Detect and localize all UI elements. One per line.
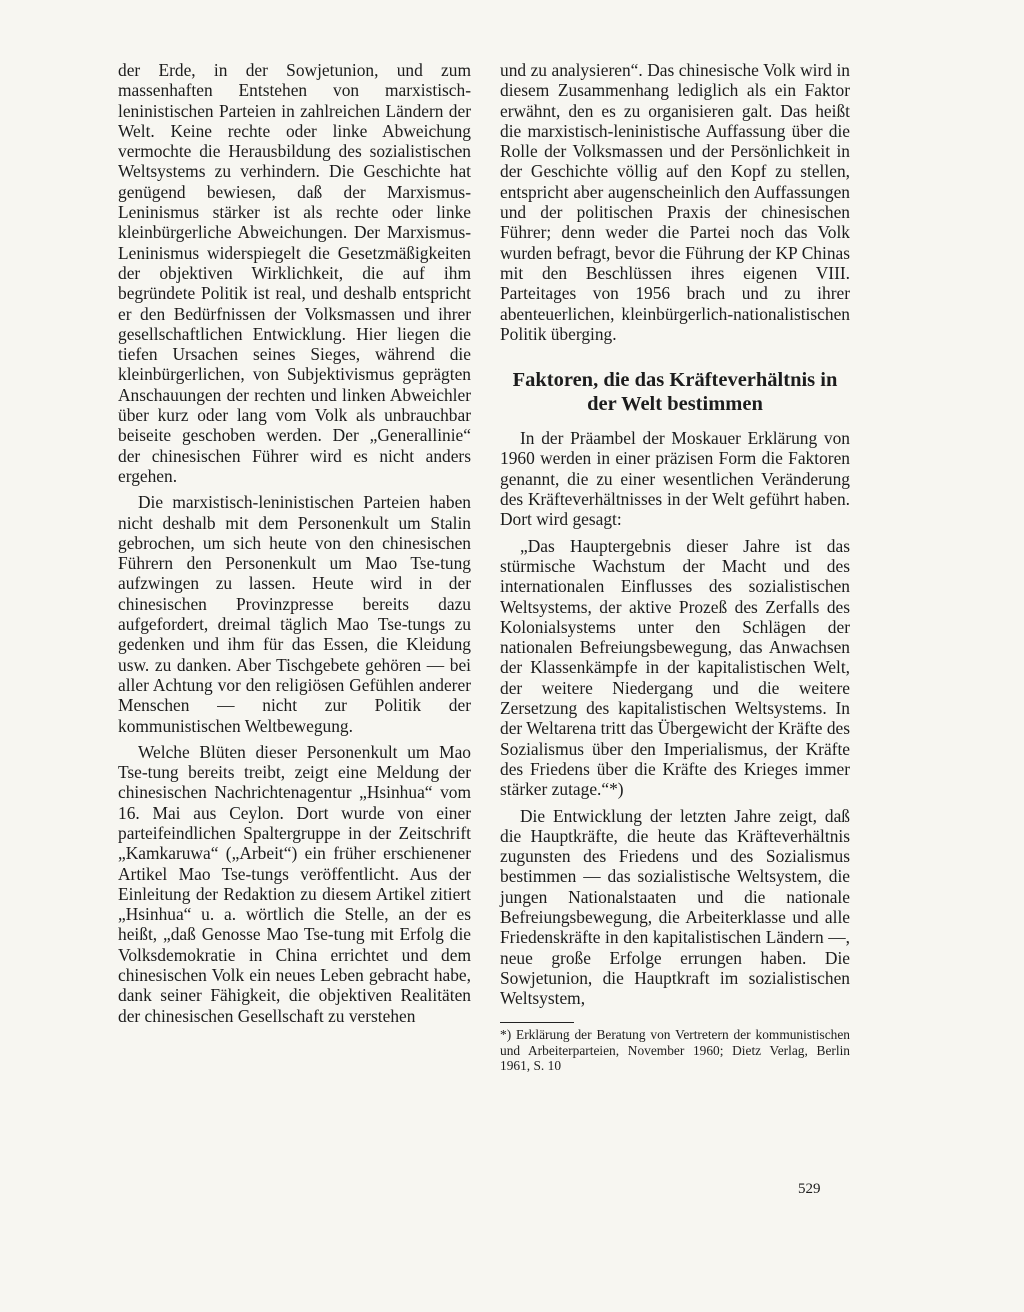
footnote-divider <box>500 1022 574 1023</box>
paragraph: und zu analysieren“. Das chinesische Volk wird in diesem Zusammenhang lediglich als ein Faktor erwähnt, den es zu organisieren galt. Das heißt die marxistisch-leninistische Auffassung über die Rolle der Volksmassen und der Persönlichkeit in der Geschichte völlig auf den Kopf zu stellen, entspricht aber augenscheinlich den Auffassungen und der politischen Praxis der chinesischen Führer; denn weder die Partei noch das Volk wurden befragt, bevor die Führung der KP Chinas mit den Beschlüssen ihres eigenen VIII. Parteitages von 1956 brach und zu ihrer abenteuerlichen, kleinbürgerlich-nationalistischen Politik überging. <box>500 60 850 344</box>
paragraph: Die Entwicklung der letzten Jahre zeigt, daß die Hauptkräfte, die heute das Kräfteverhältnis zugunsten des Friedens und des Sozialismus bestimmen — das sozialistische Weltsystem, die jungen Nationalstaaten und die nationale Befreiungsbewegung, die Arbeiterklasse und alle Friedenskräfte in den kapitalistischen Ländern —, neue große Erfolge errungen haben. Die Sowjetunion, die Hauptkraft im sozialistischen Weltsystem, <box>500 805 850 1009</box>
footnote: *) Erklärung der Beratung von Vertretern der kommunistischen und Arbeiterparteien, November 1960; Dietz Verlag, Berlin 1961, S. 10 <box>500 1027 850 1074</box>
paragraph: Die marxistisch-leninistischen Parteien haben nicht deshalb mit dem Personenkult um Stalin gebrochen, um sich heute von den chinesischen Führern den Personenkult um Mao Tse-tung aufzwingen zu lassen. Heute wird in der chinesischen Provinzpresse bereits dazu aufgefordert, dreimal täglich Mao Tse-tungs zu gedenken und ihm für das Essen, die Kleidung usw. zu danken. Aber Tischgebete gehören — bei aller Achtung vor den religiösen Gefühlen anderer Menschen — nicht zur Politik der kommunistischen Weltbewegung. <box>118 492 471 736</box>
paragraph: Welche Blüten dieser Personenkult um Mao Tse-tung bereits treibt, zeigt eine Meldung der chinesischen Nachrichtenagentur „Hsinhua“ vom 16. Mai aus Ceylon. Dort wurde von einer parteifeindlichen Spaltergruppe in der Zeitschrift „Kamkaruwa“ („Arbeit“) ein früher erschienener Artikel Mao Tse-tungs veröffentlicht. Aus der Einleitung der Redaktion zu diesem Artikel zitiert „Hsinhua“ u. a. wörtlich die Stelle, an der es heißt, „daß Genosse Mao Tse-tung mit Erfolg die Volksdemokratie in China errichtet und dem chinesischen Volk ein neues Leben gebracht habe, dank seiner Fähigkeit, die objektiven Realitäten der chinesischen Gesellschaft zu verstehen <box>118 741 471 1026</box>
paragraph: In der Präambel der Moskauer Erklärung von 1960 werden in einer präzisen Form die Faktoren genannt, die zu einer wesentlichen Veränderung des Kräfteverhältnisses in der Welt geführt haben. Dort wird gesagt: <box>500 428 850 530</box>
left-column <box>118 60 471 1026</box>
paragraph: der Erde, in der Sowjetunion, und zum massenhaften Entstehen von marxistisch-leninistischen Parteien in zahlreichen Ländern der Welt. Keine rechte oder linke Abweichung vermochte die Herausbildung des sozialistischen Weltsystems zu verhindern. Die Geschichte hat genügend bewiesen, daß der Marxismus-Leninismus stärker ist als rechte oder linke kleinbürgerliche Abweichungen. Der Marxismus-Leninismus widerspiegelt die Gesetzmäßigkeiten der objektiven Wirklichkeit, die auf ihm begründete Politik ist real, und deshalb entspricht er den Bedürfnissen der Volksmassen und ihrer gesellschaftlichen Entwicklung. Hier liegen die tiefen Ursachen seines Sieges, während die kleinbürgerlichen, von Subjektivismus geprägten Anschauungen der rechten und linken Abweichler über kurz oder lang vom Volk als unbrauchbar beiseite geschoben werden. Der „Generallinie“ der chinesischen Führer wird es nicht anders ergehen. <box>118 60 471 486</box>
block-quote: „Das Hauptergebnis dieser Jahre ist das stürmische Wachstum der Macht und des internationalen Einflusses des sozialistischen Weltsystems, der aktive Prozeß des Zerfalls des Kolonialsystems unter den Schlägen der nationalen Befreiungsbewegung, das Anwachsen der Klassenkämpfe in der kapitalistischen Welt, der weitere Niedergang und die weitere Zersetzung des kapitalistischen Weltsystems. In der Weltarena tritt das Übergewicht der Kräfte des Sozialismus über den Imperialismus, der Kräfte des Friedens über die Kräfte des Krieges immer stärker zutage.“*) <box>500 535 850 800</box>
right-column <box>500 60 850 1074</box>
section-heading: Faktoren, die das Kräfteverhältnis in der Welt bestimmen <box>512 369 838 416</box>
page-number: 529 <box>798 1181 821 1197</box>
